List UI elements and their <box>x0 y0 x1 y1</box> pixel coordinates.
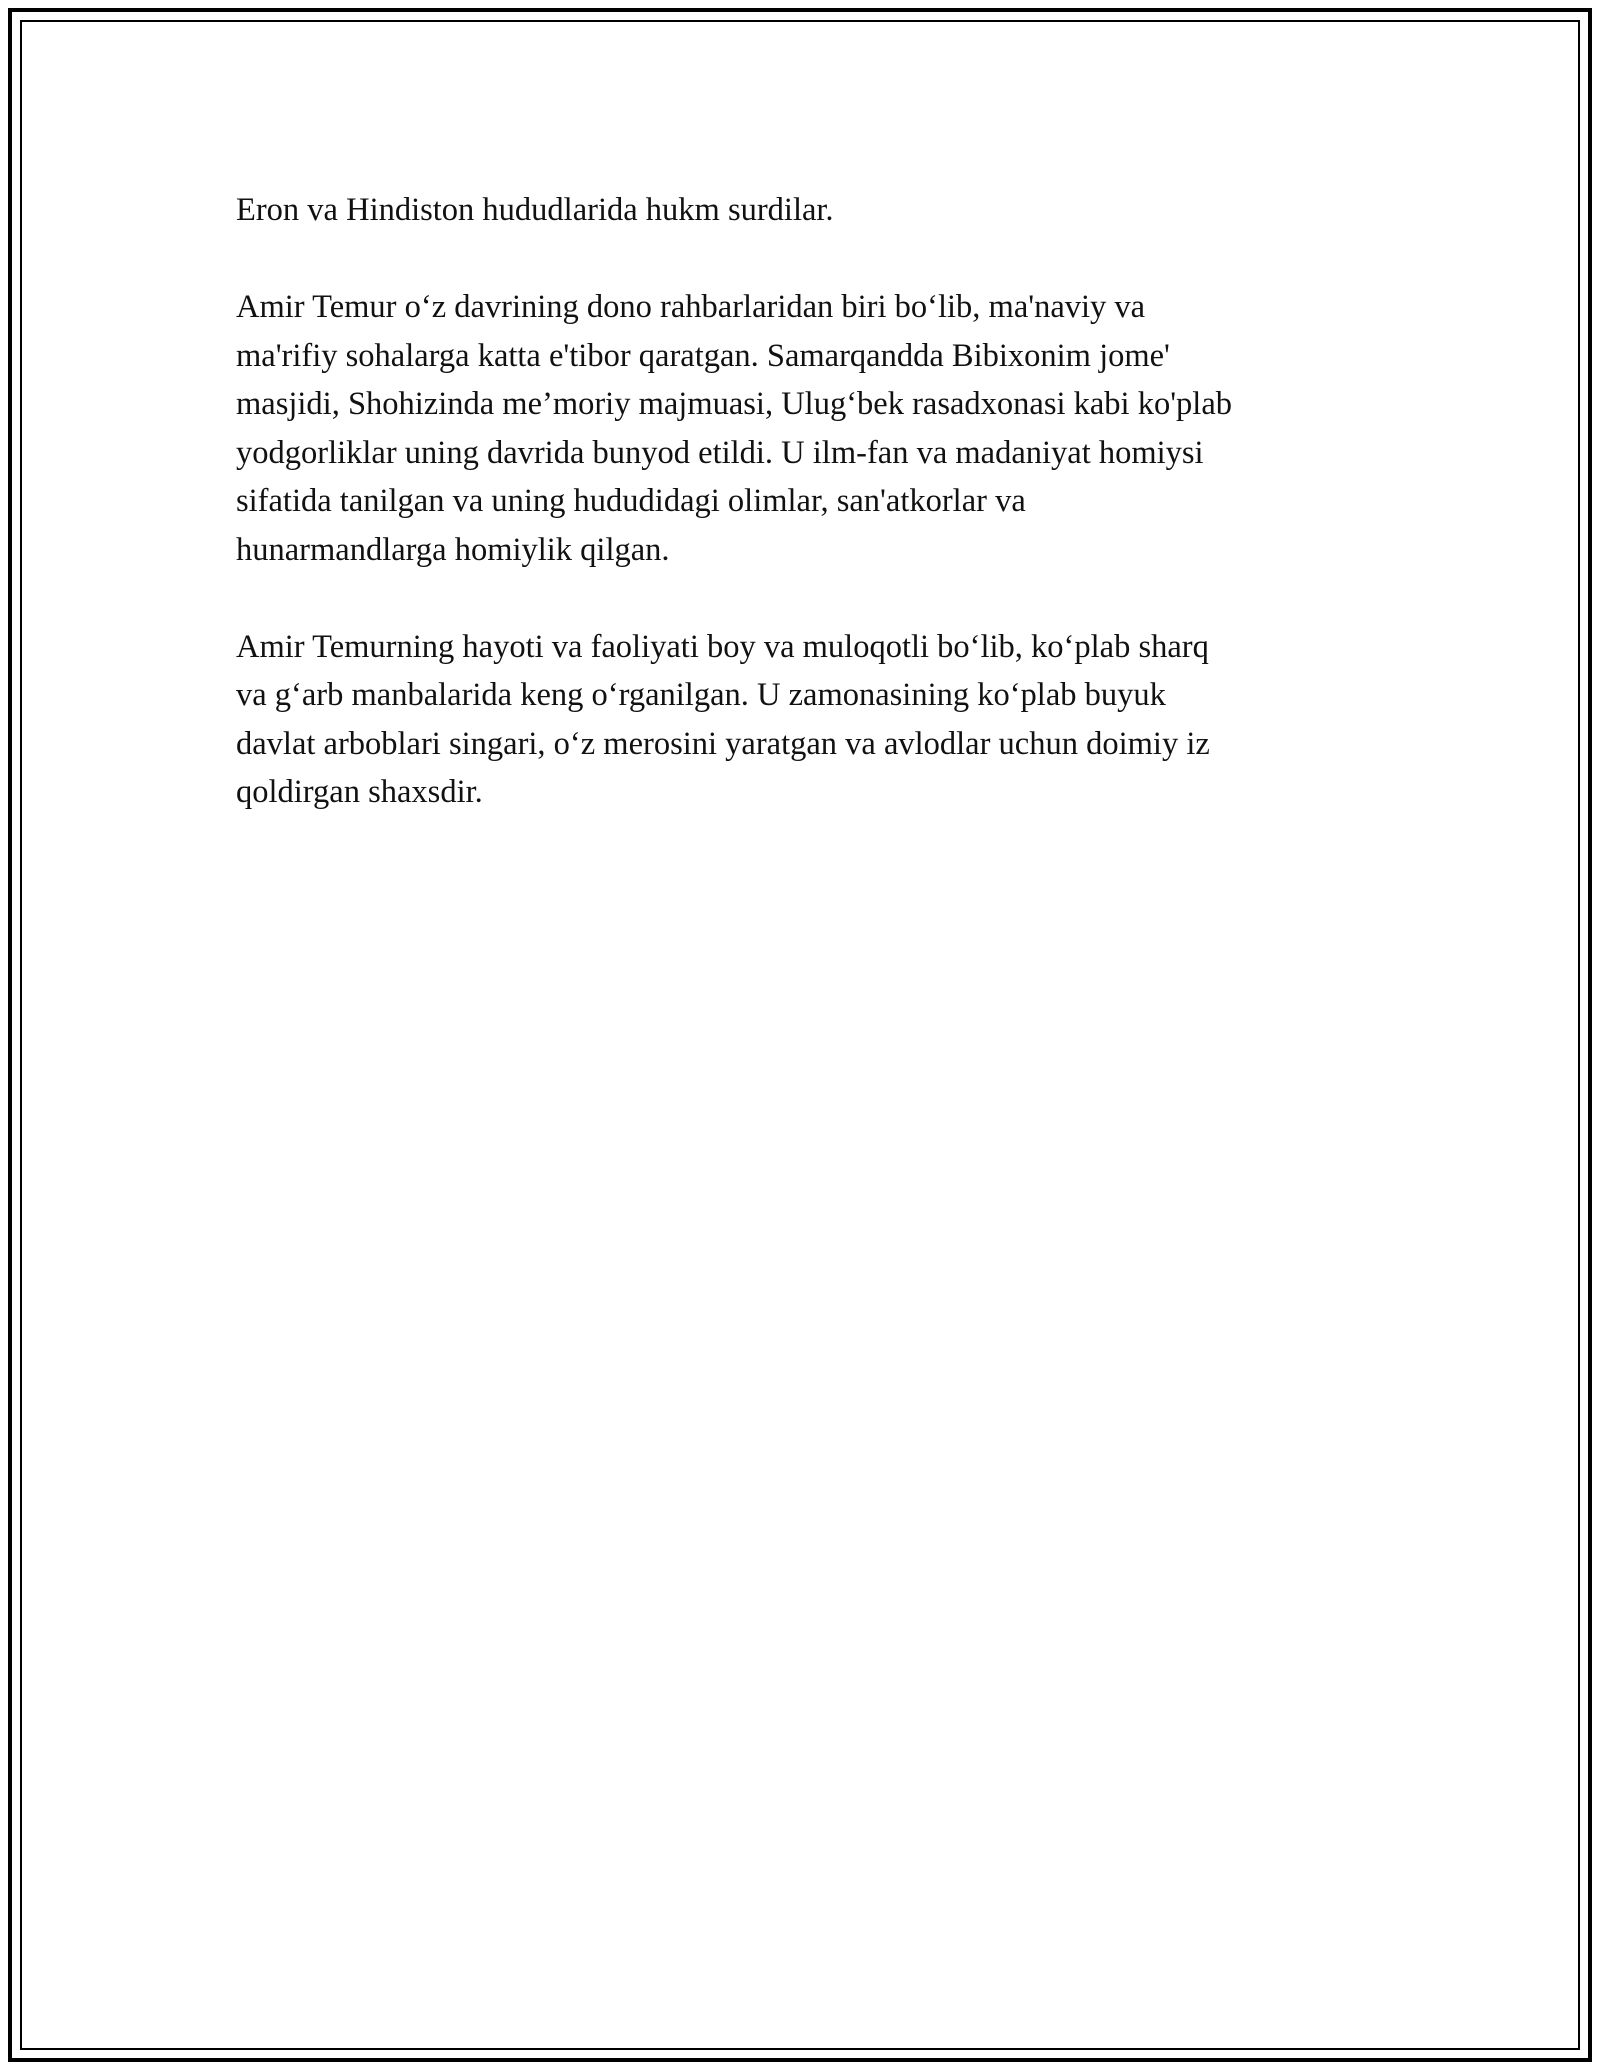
paragraph: Amir Temurning hayoti va faoliyati boy va muloqotli bo‘lib, ko‘plab sharq va g‘arb manbalarida keng o‘rganilgan. U zamonasining ko‘plab buyuk davlat arboblari singari, o‘z merosini yaratgan va avlodlar uchun doimiy iz qoldirgan shaxsdir. <box>236 628 1210 810</box>
document-body <box>236 186 1366 865</box>
paragraph: Eron va Hindiston hududlarida hukm surdilar. <box>236 192 834 228</box>
paragraph: Amir Temur o‘z davrining dono rahbarlaridan biri bo‘lib, ma'naviy va ma'rifiy sohalarga katta e'tibor qaratgan. Samarqandda Bibixonim jome' masjidi, Shohizinda me’moriy majmuasi, Ulug‘bek rasadxonasi kabi ko'plab yodgorliklar uning davrida bunyod etildi. U ilm-fan va madaniyat homiysi sifatida tanilgan va uning hududidagi olimlar, san'atkorlar va hunarmandlarga homiylik qilgan. <box>236 289 1233 568</box>
